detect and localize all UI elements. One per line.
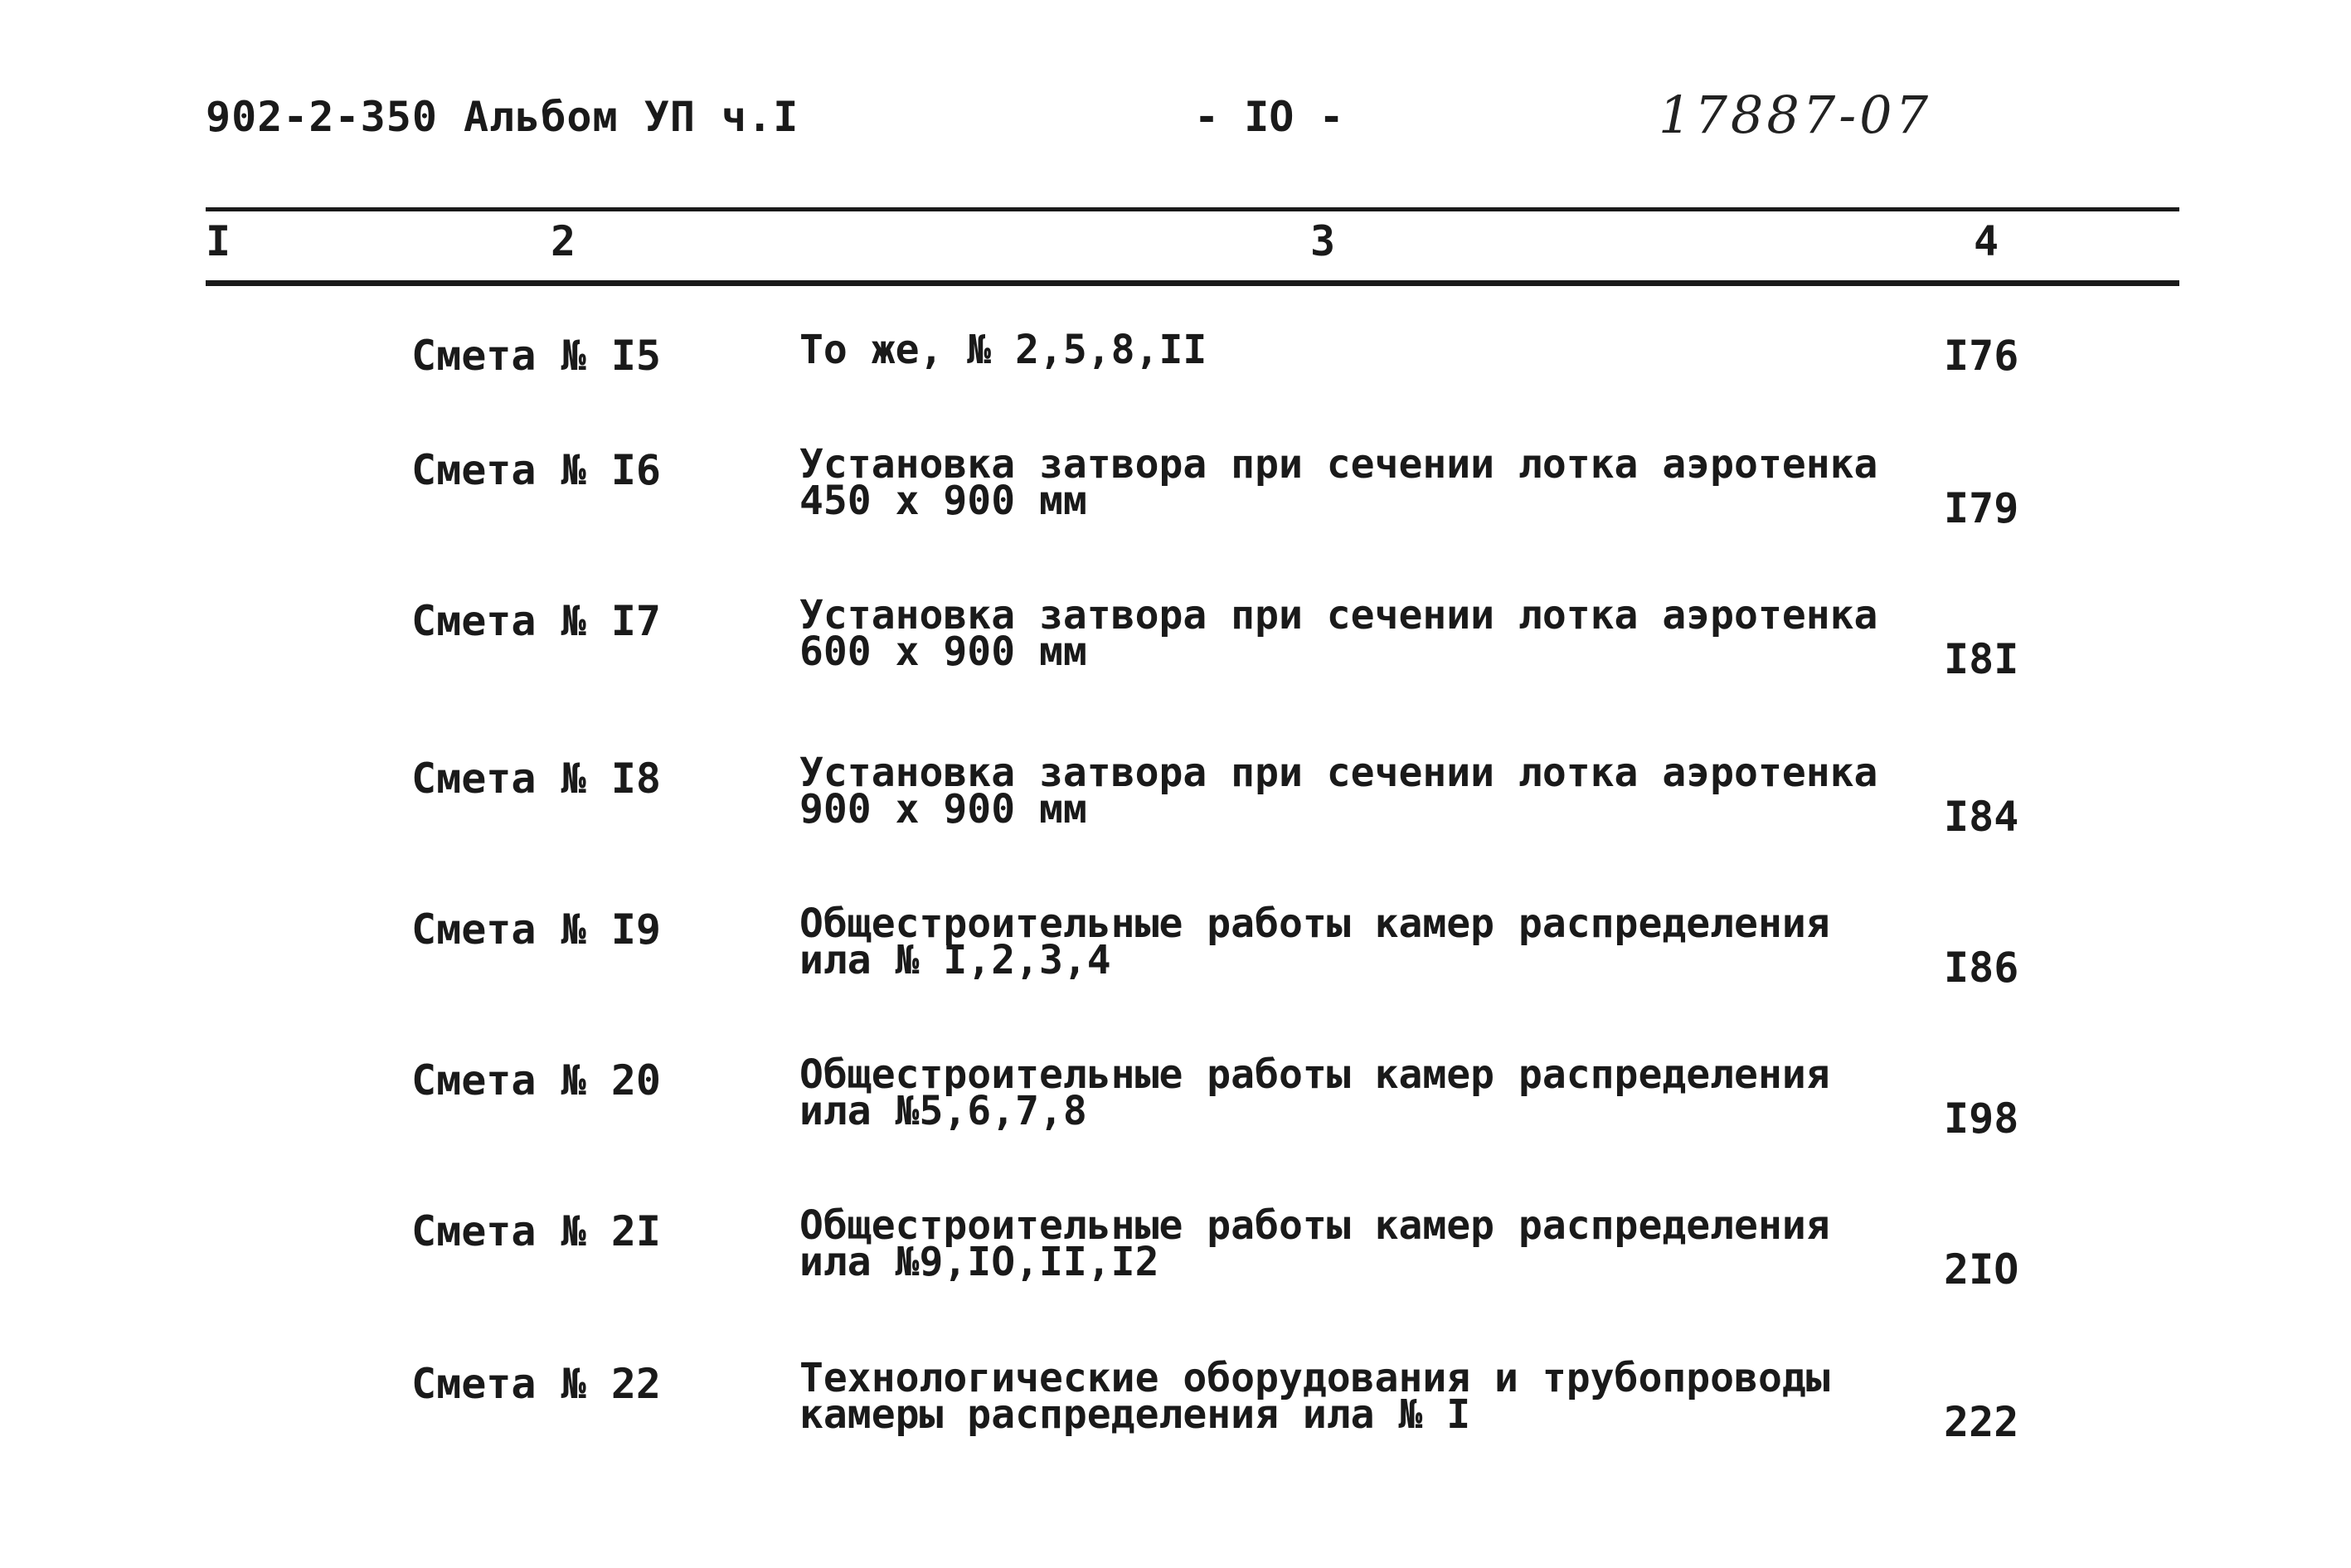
page-reference: 2IO: [1944, 1245, 2019, 1294]
handwritten-inventory-number: 17887-07: [1659, 85, 1932, 145]
page-reference: I98: [1944, 1095, 2019, 1143]
page-reference: I76: [1944, 332, 2019, 380]
estimate-label: Смета № I7: [411, 597, 662, 645]
estimate-label: Смета № I5: [411, 332, 662, 380]
page-reference: I86: [1944, 944, 2019, 992]
description-line: 900 х 900 мм: [799, 786, 1087, 833]
page-reference: 222: [1944, 1398, 2019, 1446]
description-line: Установка затвора при сечении лотка аэротенка: [799, 441, 1878, 488]
page-reference: I84: [1944, 793, 2019, 841]
page-reference: I79: [1944, 484, 2019, 532]
description-line: Технологические оборудования и трубопроводы: [799, 1355, 1830, 1401]
estimate-label: Смета № I9: [411, 905, 662, 954]
description-line: ила №9,IO,II,I2: [799, 1239, 1159, 1285]
document-code: 902-2-350 Альбом УП ч.I: [206, 93, 799, 141]
description-line: 450 х 900 мм: [799, 478, 1087, 524]
estimate-label: Смета № 2I: [411, 1207, 662, 1255]
description-line: камеры распределения ила № I: [799, 1391, 1471, 1438]
page-reference: I8I: [1944, 635, 2019, 683]
description-line: Общестроительные работы камер распределения: [799, 1051, 1830, 1098]
description-line: Установка затвора при сечении лотка аэротенка: [799, 750, 1878, 796]
description-line: ила №5,6,7,8: [799, 1088, 1087, 1134]
column-number-4: 4: [1974, 217, 1999, 265]
estimate-label: Смета № I6: [411, 446, 662, 494]
column-number-2: 2: [551, 217, 576, 265]
estimate-description: [799, 1202, 1877, 1285]
description-line: 600 х 900 мм: [799, 629, 1087, 675]
estimate-label: Смета № 20: [411, 1056, 662, 1104]
description-line: То же, № 2,5,8,II: [799, 327, 1207, 373]
estimate-description: [799, 592, 1878, 675]
table-top-rule: [206, 207, 2179, 211]
table-header-rule: [206, 280, 2179, 286]
column-number-1: I: [206, 217, 231, 265]
estimate-description: [799, 901, 1877, 983]
column-number-3: 3: [1310, 217, 1336, 265]
description-line: ила № I,2,3,4: [799, 937, 1111, 983]
estimate-description: [799, 1355, 1877, 1438]
description-line: Установка затвора при сечении лотка аэротенка: [799, 592, 1878, 638]
estimate-description: [799, 1051, 1877, 1134]
page-number: - IO -: [1194, 93, 1344, 141]
estimate-description: [799, 750, 1878, 833]
estimate-label: Смета № 22: [411, 1360, 662, 1408]
estimate-description: [799, 327, 1877, 373]
description-line: Общестроительные работы камер распределения: [799, 1202, 1830, 1249]
description-line: Общестроительные работы камер распределения: [799, 901, 1830, 947]
estimate-label: Смета № I8: [411, 755, 662, 803]
estimate-description: [799, 441, 1878, 524]
